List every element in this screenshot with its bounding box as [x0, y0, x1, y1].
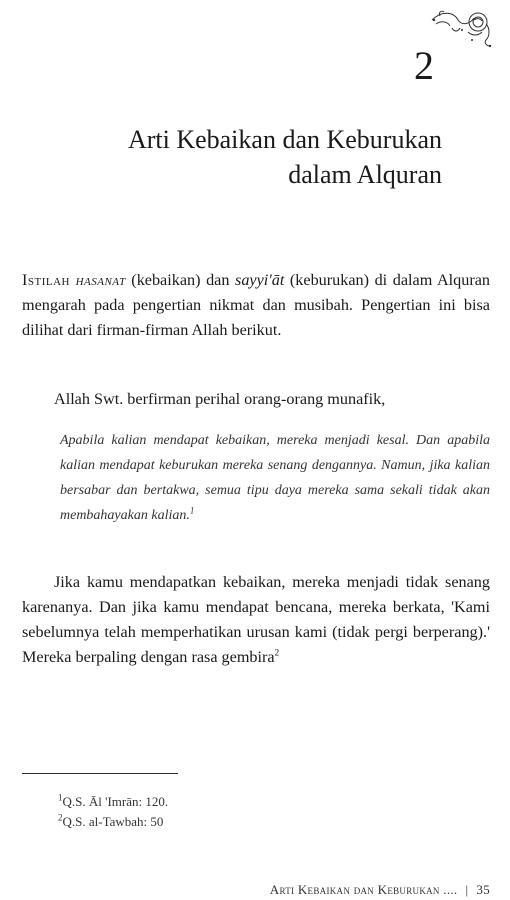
- paragraph-allah-says: Allah Swt. berfirman perihal orang-orang munafik,: [54, 390, 386, 408]
- floral-ornament-icon: [428, 6, 494, 48]
- footnote-2: [58, 812, 168, 832]
- paragraph-intro-text1: (kebaikan) dan: [125, 271, 236, 289]
- paragraph-explanation-text: Jika kamu mendapatkan kebaikan, mereka menjadi tidak senang karenanya. Dan jika kamu mendapat bencana, mereka berkata, 'Kami sebelumnya telah memperhatikan urusan kami (tidak pergi berperang).' Mereka berpaling dengan rasa gembira: [22, 573, 490, 666]
- footnote-1: [58, 792, 168, 812]
- chapter-title-line1: Arti Kebaikan dan Keburukan: [127, 125, 442, 154]
- footnote-mark: 1: [58, 792, 63, 803]
- footnotes: [58, 792, 168, 832]
- chapter-title-line2: dalam Alquran: [288, 160, 442, 189]
- paragraph-intro-text2: (keburukan) di dalam Alquran mengarah pada pengertian nikmat dan musibah. Pengertian ini bisa dilihat dari firman-firman Allah berikut.: [22, 271, 490, 339]
- running-footer: [270, 882, 490, 898]
- footnote-ref-1[interactable]: 1: [189, 505, 195, 516]
- footnote-mark: 2: [58, 812, 63, 823]
- running-title: Arti Kebaikan dan Keburukan ....: [269, 882, 458, 897]
- footnote-ref-2[interactable]: 2: [274, 647, 280, 658]
- footnote-text: Q.S. al-Tawbah: 50: [62, 814, 164, 829]
- page-number: 35: [476, 882, 490, 897]
- footnote-text: Q.S. Āl 'Imrān: 120.: [62, 794, 169, 809]
- quran-quote: [60, 428, 490, 528]
- paragraph-explanation: [22, 570, 490, 670]
- chapter-number: 2: [414, 43, 434, 88]
- quote-text: Apabila kalian mendapat kebaikan, mereka menjadi kesal. Dan apabila kalian mendapat keburukan mereka senang dengannya. Namun, jika kalian bersabar dan bertakwa, semua tipu daya mereka sama sekali tidak akan membahayakan kalian.: [60, 433, 490, 523]
- lead-word: Istilah: [22, 271, 70, 289]
- term-hasanat: hasanat: [75, 271, 126, 289]
- footnote-divider: [22, 773, 178, 774]
- footer-separator: |: [465, 882, 469, 897]
- chapter-title: [40, 122, 442, 192]
- paragraph-intro: [22, 268, 490, 343]
- term-sayyiat: sayyi'āt: [235, 271, 285, 289]
